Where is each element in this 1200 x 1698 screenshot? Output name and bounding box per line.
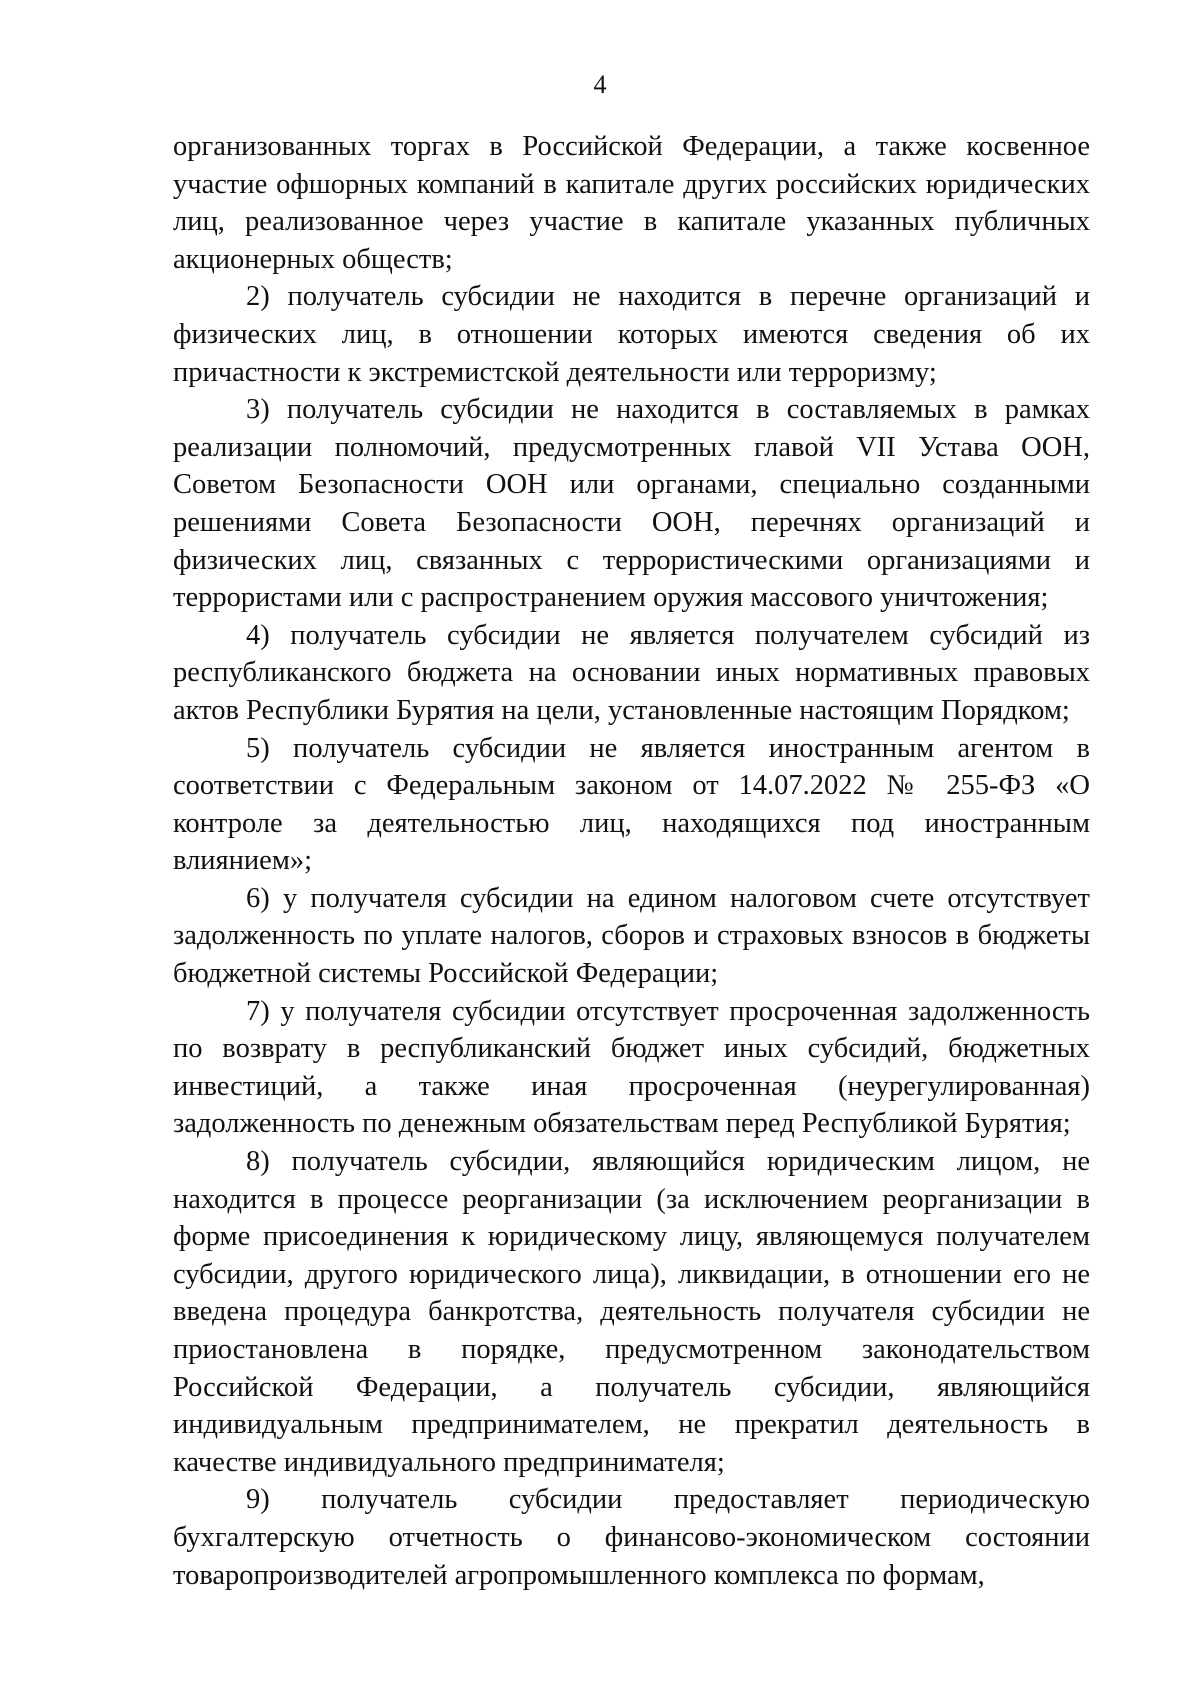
page-number: 4 bbox=[593, 70, 607, 99]
paragraph-item-7: 7) у получателя субсидии отсутствует просроченная задолженность по возврату в республиканский бюджет иных субсидий, бюджетных инвестиций, а также иная просроченная (неурегулированная) задолженность по денежным обязательствам перед Республикой Бурятия; bbox=[173, 995, 1090, 1140]
paragraph-item-5: 5) получатель субсидии не является иностранным агентом в соответствии с Федеральным законом от 14.07.2022 № 255-ФЗ «О контроле за деятельностью лиц, находящихся под иностранным влиянием»; bbox=[173, 732, 1090, 877]
paragraph-item-9: 9) получатель субсидии предоставляет периодическую бухгалтерскую отчетность о финансово-экономическом состоянии товаропроизводителей агропромышленного комплекса по формам, bbox=[173, 1484, 1090, 1591]
paragraph-item-4: 4) получатель субсидии не является получателем субсидий из республиканского бюджета на основании иных нормативных правовых актов Республики Бурятия на цели, установленные настоящим Порядком; bbox=[173, 619, 1090, 726]
document-body bbox=[173, 128, 1090, 1594]
paragraph-continuation: организованных торгах в Российской Федерации, а также косвенное участие офшорных компаний в капитале других российских юридических лиц, реализованное через участие в капитале указанных публичных акционерных обществ; bbox=[173, 131, 1090, 275]
paragraph-item-2: 2) получатель субсидии не находится в перечне организаций и физических лиц, в отношении которых имеются сведения об их причастности к экстремистской деятельности или терроризму; bbox=[173, 281, 1090, 388]
paragraph-item-8: 8) получатель субсидии, являющийся юридическим лицом, не находится в процессе реорганизации (за исключением реорганизации в форме присоединения к юридическому лицу, являющемуся получателем субсидии, другого юридического лица), ликвидации, в отношении его не введена процедура банкротства, деятельность получателя субсидии не приостановлена в порядке, предусмотренном законодательством Российской Федерации, а получатель субсидии, являющийся индивидуальным предпринимателем, не прекратил деятельность в качестве индивидуального предпринимателя; bbox=[173, 1146, 1090, 1478]
paragraph-item-3: 3) получатель субсидии не находится в составляемых в рамках реализации полномочий, предусмотренных главой VII Устава ООН, Советом Безопасности ООН или органами, специально созданными решениями Совета Безопасности ООН, перечнях организаций и физических лиц, связанных с террористическими организациями и террористами или с распространением оружия массового уничтожения; bbox=[173, 394, 1090, 614]
paragraph-item-6: 6) у получателя субсидии на едином налоговом счете отсутствует задолженность по уплате налогов, сборов и страховых взносов в бюджеты бюджетной системы Российской Федерации; bbox=[173, 882, 1090, 990]
